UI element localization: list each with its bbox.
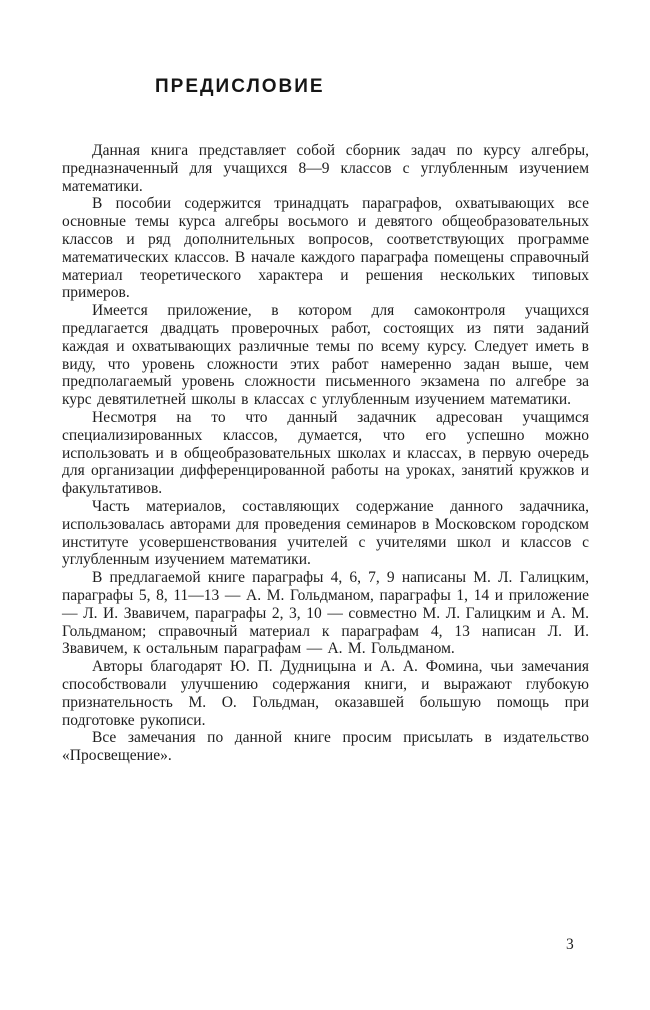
paragraph: Данная книга представляет собой сборник задач по курсу алгебры, предназначенный для учащихся 8—9 классов с углубленным изучением математики. <box>62 142 589 195</box>
paragraph: В предлагаемой книге параграфы 4, 6, 7, 9 написаны М. Л. Галицким, параграфы 5, 8, 11—13 — А. М. Гольдманом, параграфы 1, 14 и приложение — Л. И. Звавичем, параграфы 2, 3, 10 — совместно М. Л. Галицким и А. М. Гольдманом; справочный материал к параграфам 4, 13 написан Л. И. Звавичем, к остальным параграфам — А. М. Гольдманом. <box>62 569 589 658</box>
text-block <box>62 76 589 765</box>
page-title: ПРЕДИСЛОВИЕ <box>155 76 325 97</box>
paragraph: Авторы благодарят Ю. П. Дудницына и А. А. Фомина, чьи замечания способствовали улучшению содержания книги, и выражают глубокую признательность М. О. Гольдман, оказавшей большую помощь при подготовке рукописи. <box>62 658 589 729</box>
paragraph: В пособии содержится тринадцать параграфов, охватывающих все основные темы курса алгебры восьмого и девятого общеобразовательных классов и ряд дополнительных вопросов, соответствующих программе математических классов. В начале каждого параграфа помещены справочный материал теоретического характера и решения нескольких типовых примеров. <box>62 195 589 302</box>
paragraph: Часть материалов, составляющих содержание данного задачника, использовалась авторами для проведения семинаров в Московском городском институте усовершенствования учителей с учителями школ и классов с углубленным изучением математики. <box>62 497 589 569</box>
paragraph: Все замечания по данной книге просим присылать в издательство «Просвещение». <box>62 729 589 765</box>
paragraph: Несмотря на то что данный задачник адресован учащимся специализированных классов, думается, что его успешно можно использовать и в общеобразовательных школах и классах, в первую очередь для организации дифференцированной работы на уроках, занятий кружков и факультативов. <box>62 408 589 498</box>
paragraph: Имеется приложение, в котором для самоконтроля учащихся предлагается двадцать проверочных работ, состоящих из пяти заданий каждая и охватывающих различные темы по всему курсу. Следует иметь в виду, что уровень сложности этих работ намеренно задан выше, чем предполагаемый уровень сложности письменного экзамена по алгебре за курс девятилетней школы в классах с углубленным изучением математики. <box>62 302 589 409</box>
body-text <box>62 142 589 765</box>
page-number: 3 <box>566 936 574 953</box>
